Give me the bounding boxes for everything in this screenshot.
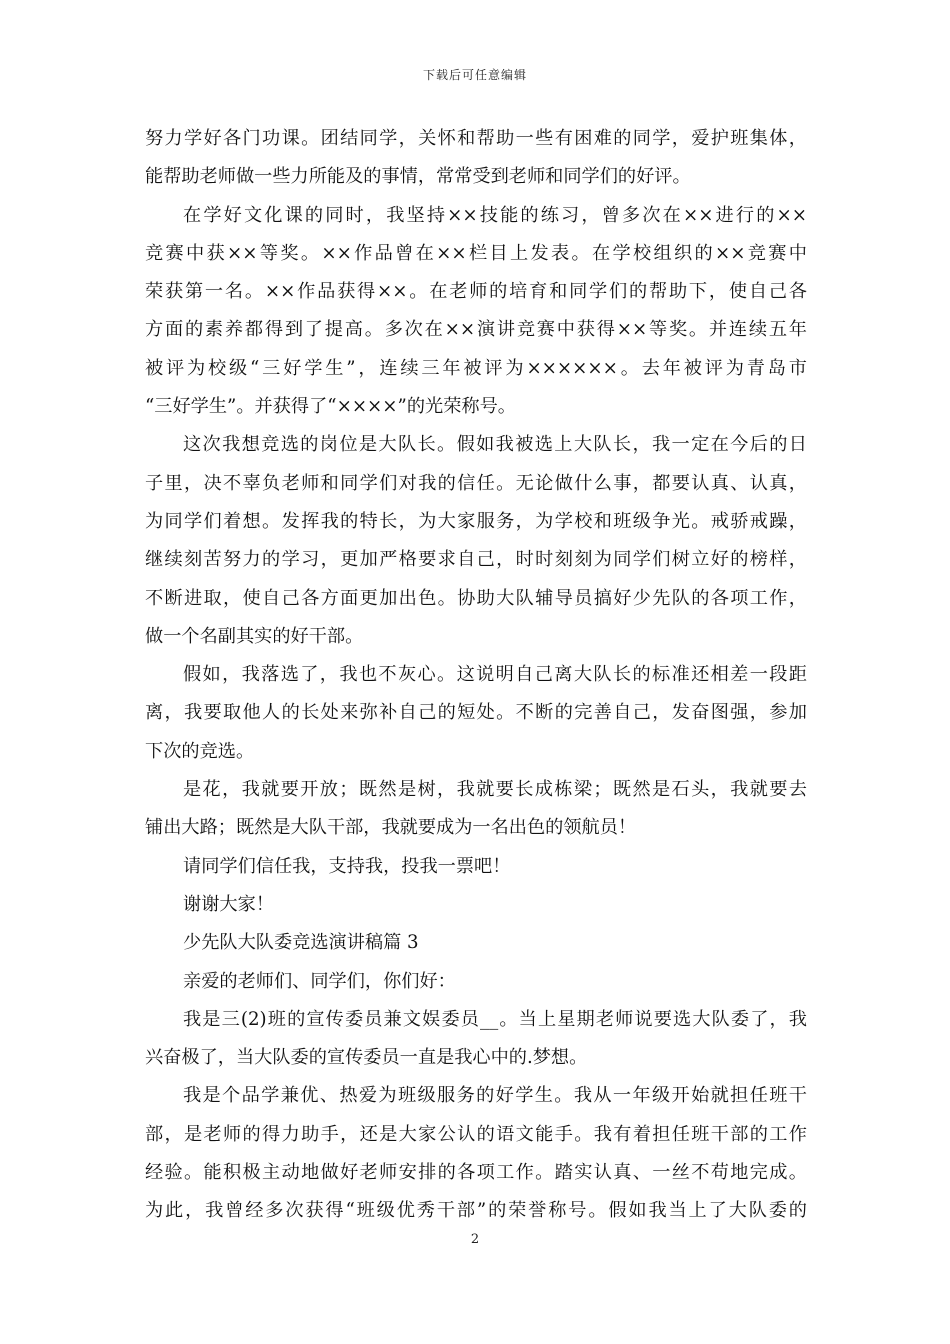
text-line: 亲爱的老师们、同学们，你们好： [183,970,456,992]
text-line: 经验。能积极主动地做好老师安排的各项工作。踏实认真、一丝不苟地完成。 [145,1162,807,1184]
text-line: 方面的素养都得到了提高。多次在××演讲竞赛中获得××等奖。并连续五年 [145,319,807,341]
text-line: 能帮助老师做一些力所能及的事情，常常受到老师和同学们的好评。 [145,166,691,188]
text-line: 我是个品学兼优、热爱为班级服务的好学生。我从一年级开始就担任班干 [183,1085,807,1107]
text-line: 兴奋极了，当大队委的宣传委员一直是我心中的.梦想。 [145,1047,588,1069]
document-body [145,120,807,1231]
text-line: 竞赛中获××等奖。××作品曾在××栏目上发表。在学校组织的××竞赛中 [145,242,807,264]
text-line: 下次的竞选。 [145,740,255,762]
text-line: 在学好文化课的同时，我坚持××技能的练习，曾多次在××进行的×× [183,204,807,226]
text-line: 努力学好各门功课。团结同学，关怀和帮助一些有困难的同学，爱护班集体， [145,128,807,149]
text-line: 我是三(2)班的宣传委员兼文娱委员__。当上星期老师说要选大队委了，我 [183,1008,807,1030]
text-line: 为此，我曾经多次获得“班级优秀干部”的荣誉称号。假如我当上了大队委的 [145,1200,807,1222]
text-line: 请同学们信任我，支持我，投我一票吧！ [183,855,511,877]
text-line: 假如，我落选了，我也不灰心。这说明自己离大队长的标准还相差一段距 [183,664,807,686]
text-line: 这次我想竞选的岗位是大队长。假如我被选上大队长，我一定在今后的日 [183,434,807,456]
page-header: 下载后可任意编辑 [422,68,527,82]
text-line: 为同学们着想。发挥我的特长，为大家服务，为学校和班级争光。戒骄戒躁， [145,510,807,532]
text-line: 不断进取，使自己各方面更加出色。协助大队辅导员搞好少先队的各项工作， [145,587,807,609]
text-line: 铺出大路；既然是大队干部，我就要成为一名出色的领航员！ [145,817,637,839]
text-line: 部，是老师的得力助手，还是大家公认的语文能手。我有着担任班干部的工作 [145,1123,807,1145]
text-line: 继续刻苦努力的学习，更加严格要求自己，时时刻刻为同学们树立好的榜样， [145,549,807,571]
text-line: 做一个名副其实的好干部。 [145,625,364,647]
text-line: 子里，决不辜负老师和同学们对我的信任。无论做什么事，都要认真、认真， [145,472,807,494]
text-line: “三好学生”。并获得了“××××”的光荣称号。 [145,396,516,418]
text-line: 是花，我就要开放；既然是树，我就要长成栋梁；既然是石头，我就要去 [183,779,807,801]
page-number: 2 [470,1232,480,1247]
text-line: 荣获第一名。××作品获得××。在老师的培育和同学们的帮助下，使自己各 [145,281,807,303]
text-line: 离，我要取他人的长处来弥补自己的短处。不断的完善自己，发奋图强，参加 [145,702,807,724]
text-line: 谢谢大家！ [183,893,274,915]
text-line: 被评为校级“三好学生”，连续三年被评为××××××。去年被评为青岛市 [145,357,807,379]
section-heading: 少先队大队委竞选演讲稿篇 3 [183,932,419,954]
